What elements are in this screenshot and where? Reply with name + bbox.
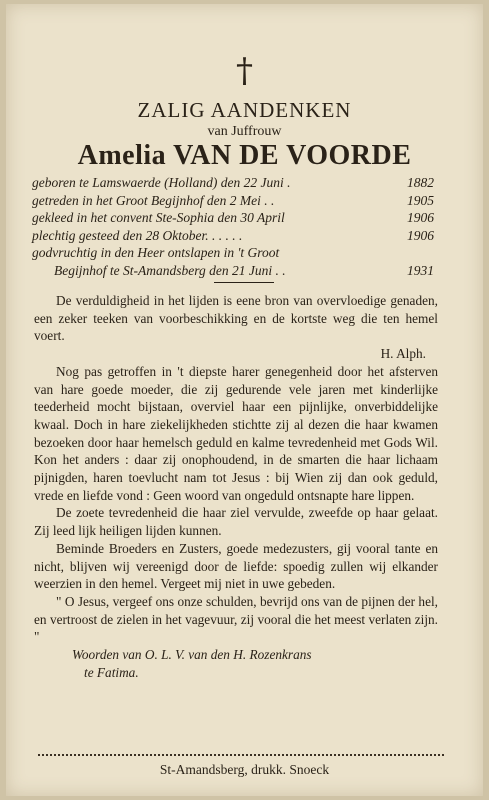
fact-death-place bbox=[32, 262, 434, 280]
quote-paragraph: De verduldigheid in het lijden is eene bron van overvloedige genaden, een zeker teeken van voorbeschikking en de kortste weg die ten hemel voert. bbox=[34, 293, 438, 344]
fact-clothed bbox=[32, 209, 434, 227]
divider bbox=[214, 282, 274, 283]
fact-year: 1905 bbox=[407, 192, 434, 208]
fact-birth bbox=[32, 174, 434, 192]
card-body bbox=[34, 292, 438, 681]
paragraph-illness: Nog pas getroffen in 't diepste harer genegenheid door het afsterven van hare goede moeder, die zij gedurende vele jaren met kinderlijke teederheid mocht bijstaan, overviel haar een pijnlijke, onverbiddelijke kwaal. Doch in hare ziekelijkheden stichtte zij al dezen die haar kwamen bezoeken door haar hemelsch geduld en kalme tevredenheid met Gods Wil. Kon het anders : daar zij onophoudend, in de smarten die haar lichaam pijnigden, haren toevlucht nam tot Jesus : bij Wien zij dan ook geduld, vrede en liefde vond : Geen woord van ongeduld ontsnapte hare lippen. bbox=[34, 363, 438, 503]
fact-profession bbox=[32, 227, 434, 245]
prayer-paragraph: " O Jesus, vergeef ons onze schulden, bevrijd ons van de pijnen der hel, en vertroost de zielen in het vagevuur, zij vooral die het meest verlaten zijn. " bbox=[34, 593, 438, 645]
fact-text: plechtig gesteed den 28 Oktober. . . . . . bbox=[32, 227, 243, 243]
memorial-card bbox=[6, 4, 483, 796]
fact-text: getreden in het Groot Begijnhof den 2 Mei . . bbox=[32, 192, 275, 208]
fact-entered bbox=[32, 192, 434, 210]
fact-year: 1906 bbox=[407, 227, 434, 243]
paragraph-farewell: Beminde Broeders en Zusters, goede medezusters, gij vooral tante en nicht, blijven wij vereenigd door de liefde: spoedig zullen wij elkander weerzien in den hemel. Vergeet mij niet in uwe gebeden. bbox=[34, 540, 438, 592]
fact-year: 1931 bbox=[407, 262, 434, 278]
fact-text: geboren te Lamswaerde (Holland) den 22 Juni . bbox=[32, 175, 291, 190]
card-subtitle: van Juffrouw bbox=[207, 124, 282, 139]
paragraph-contentment: De zoete tevredenheid die haar ziel vervulde, zweefde op haar gelaat. Zij leed lijk heiligen lijden kunnen. bbox=[34, 505, 438, 539]
printer-credit: St-Amandsberg, drukk. Snoeck bbox=[159, 762, 330, 777]
quote-attribution: H. Alph. bbox=[380, 346, 426, 362]
life-facts bbox=[32, 174, 434, 280]
prayer-attribution-place: te Fatima. bbox=[84, 664, 139, 680]
fact-death bbox=[32, 244, 434, 262]
card-title: ZALIG AANDENKEN bbox=[137, 98, 352, 122]
deceased-name: Amelia VAN DE VOORDE bbox=[77, 140, 412, 171]
fact-text: godvruchtig in den Heer ontslapen in 't Groot bbox=[32, 245, 280, 261]
fact-text: Begijnhof te St-Amandsberg den 21 Juni . . bbox=[54, 262, 286, 278]
prayer-attribution: Woorden van O. L. V. van den H. Rozenkrans bbox=[72, 647, 312, 663]
cross-icon: † bbox=[236, 51, 253, 91]
dotted-separator bbox=[38, 754, 444, 756]
fact-text: gekleed in het convent Ste-Sophia den 30 April bbox=[32, 210, 285, 226]
fact-year: 1882 bbox=[407, 175, 434, 190]
fact-year: 1906 bbox=[407, 210, 434, 226]
